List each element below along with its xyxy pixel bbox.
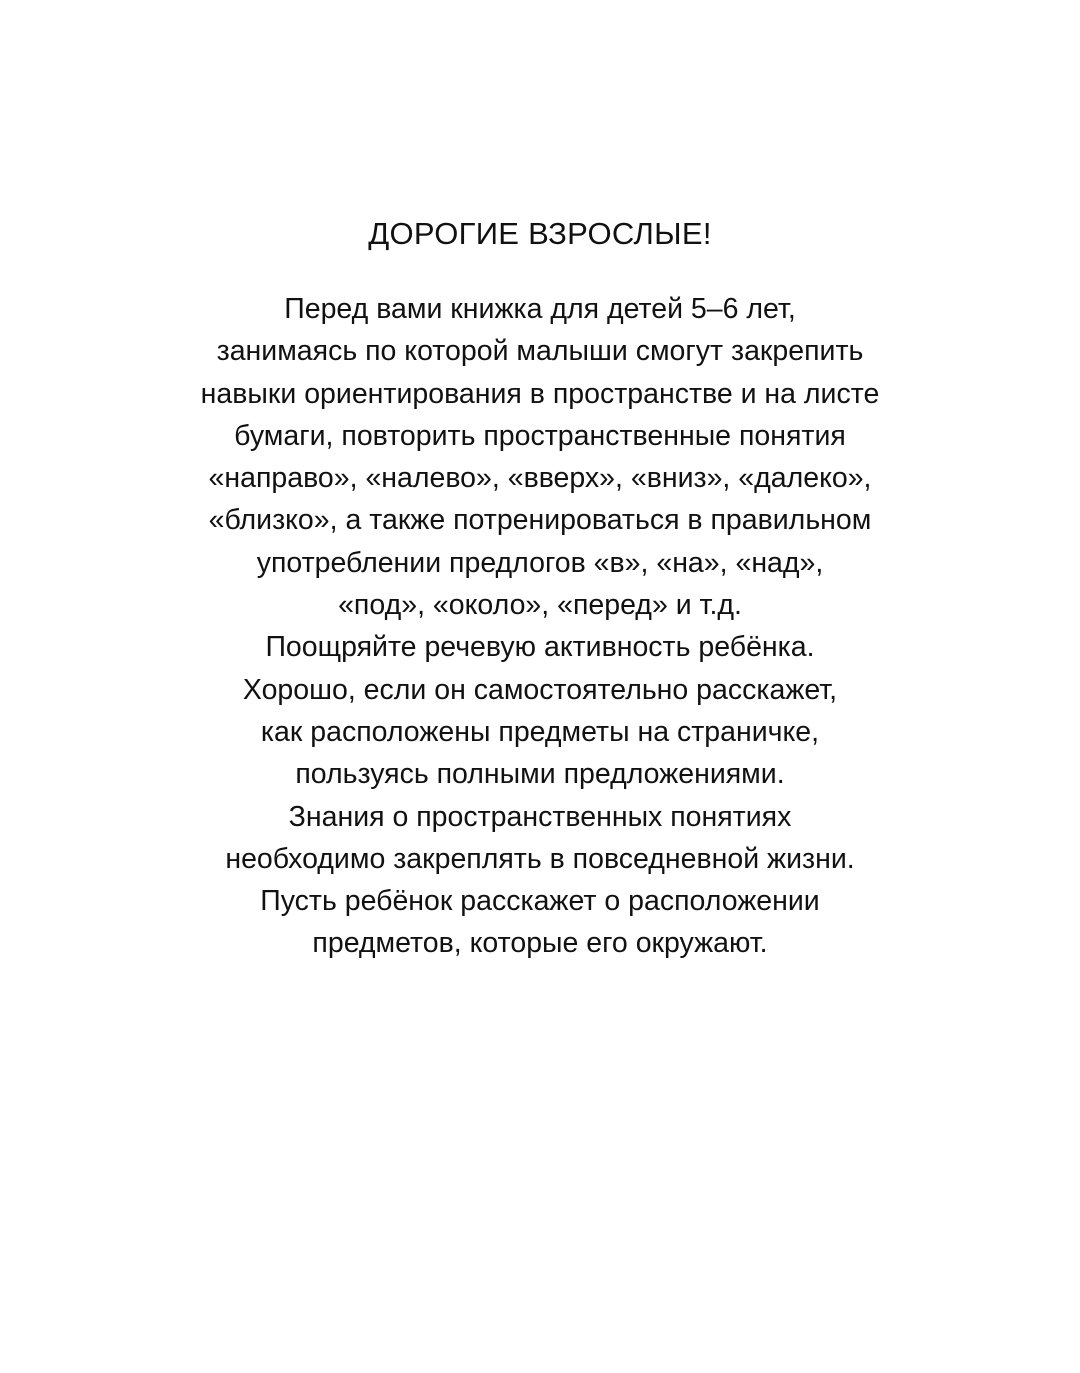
text-line: употреблении предлогов «в», «на», «над», bbox=[256, 546, 824, 579]
body-text bbox=[0, 288, 1080, 965]
text-line: навыки ориентирования в пространстве и на листе bbox=[200, 377, 880, 410]
text-line: Перед вами книжка для детей 5–6 лет, bbox=[284, 293, 796, 325]
text-line: Хорошо, если он самостоятельно расскажет, bbox=[242, 673, 838, 706]
text-line: занимаясь по которой малыши смогут закрепить bbox=[216, 335, 864, 368]
text-line: предметов, которые его окружают. bbox=[312, 927, 768, 960]
text-line: «близко», а также потренироваться в правильном bbox=[208, 504, 872, 537]
text-line: пользуясь полными предложениями. bbox=[295, 758, 785, 791]
text-line: Поощряйте речевую активность ребёнка. bbox=[265, 631, 815, 664]
text-line: необходимо закреплять в повседневной жизни. bbox=[225, 842, 855, 875]
text-line: бумаги, повторить пространственные понятия bbox=[234, 419, 846, 452]
page-title: ДОРОГИЕ ВЗРОСЛЫЕ! bbox=[368, 216, 712, 251]
text-line: «направо», «налево», «вверх», «вниз», «далеко», bbox=[208, 462, 872, 495]
text-line: Знания о пространственных понятиях bbox=[288, 800, 792, 833]
text-line: Пусть ребёнок расскажет о расположении bbox=[260, 885, 820, 918]
text-line: «под», «около», «перед» и т.д. bbox=[338, 589, 742, 622]
text-line: как расположены предметы на страничке, bbox=[260, 715, 820, 748]
